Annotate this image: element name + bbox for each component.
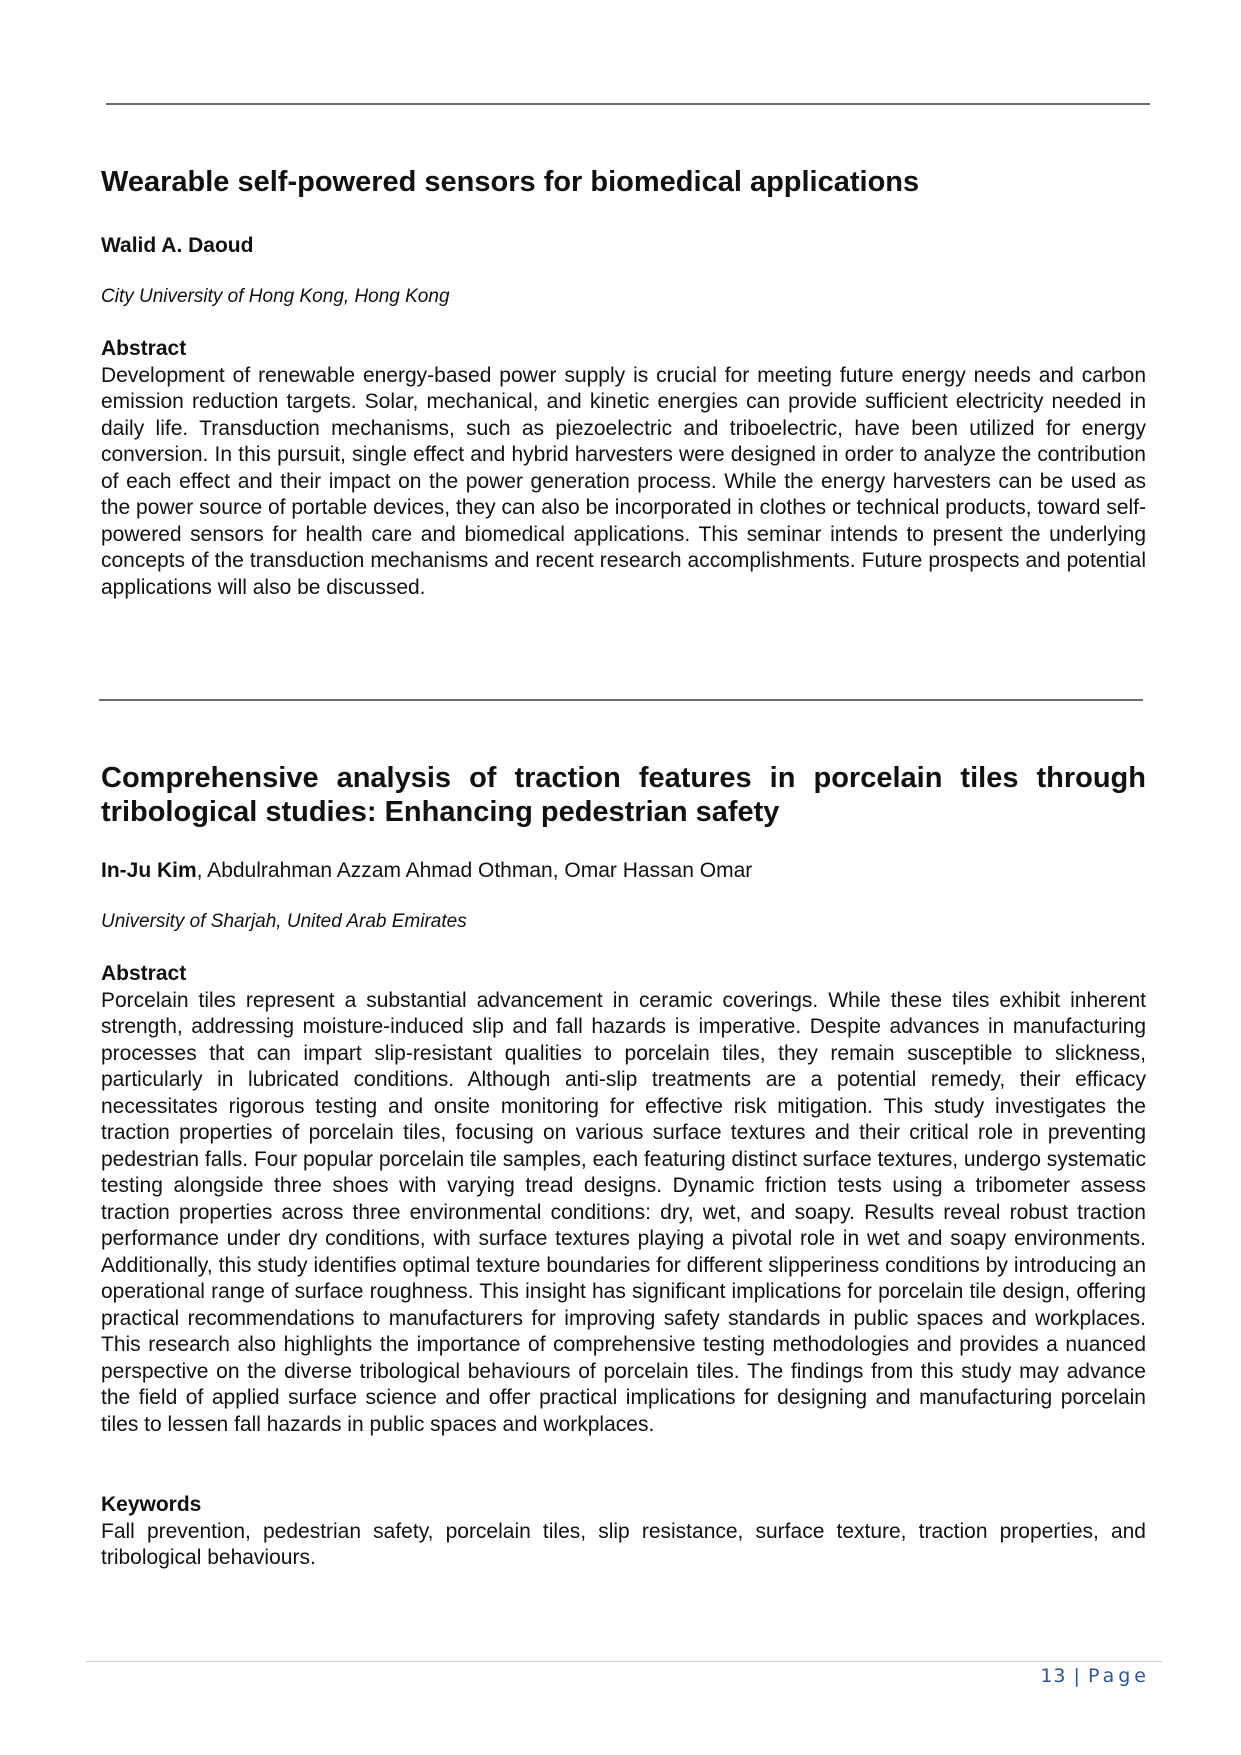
article-1-title: Wearable self-powered sensors for biomedical applications xyxy=(101,166,920,198)
page-number: 13 xyxy=(1040,1665,1067,1687)
article-1-lead-author: Walid A. Daoud xyxy=(101,234,254,257)
article-2-affiliation: University of Sharjah, United Arab Emirates xyxy=(101,911,467,932)
article-2-keywords-heading: Keywords xyxy=(101,1493,202,1516)
article-2 xyxy=(101,761,1146,829)
article-2-abstract-heading: Abstract xyxy=(101,962,187,985)
article-1-abstract-text: Development of renewable energy-based power supply is crucial for meeting future energy needs and carbon emission reduction targets. Solar, mechanical, and kinetic energies can provide sufficient electricity needed in daily life. Transduction mechanisms, such as piezoelectric and triboelectric, have been utilized for energy conversion. In this pursuit, single effect and hybrid harvesters were designed in order to analyze the contribution of each effect and their impact on the power generation process. While the energy harvesters can be used as the power source of portable devices, they can also be incorporated in clothes or technical products, toward self-powered sensors for health care and biomedical applications. This seminar intends to present the underlying concepts of the transduction mechanisms and recent research accomplishments. Future prospects and potential applications will also be discussed. xyxy=(101,363,1146,599)
article-1-abstract-section xyxy=(101,336,1146,601)
article-2-abstract-text: Porcelain tiles represent a substantial advancement in ceramic coverings. While these tiles exhibit inherent strength, addressing moisture-induced slip and fall hazards is imperative. Despite advances in manufacturing processes that can impart slip-resistant qualities to porcelain tiles, they remain susceptible to slickness, particularly in lubricated conditions. Although anti-slip treatments are a potential remedy, their efficacy necessitates rigorous testing and onsite monitoring for effective risk mitigation. This study investigates the traction properties of porcelain tiles, focusing on various surface textures and their critical role in preventing pedestrian falls. Four popular porcelain tile samples, each featuring distinct surface textures, undergo systematic testing alongside three shoes with varying tread designs. Dynamic friction tests using a tribometer assess traction properties across three environmental conditions: dry, wet, and soapy. Results reveal robust traction performance under dry conditions, with surface textures playing a pivotal role in wet and soapy environments. Additionally, this study identifies optimal texture boundaries for different slipperiness conditions by introducing an operational range of surface roughness. This insight has significant implications for porcelain tile design, offering practical recommendations to manufacturers for improving safety standards in public spaces and workplaces. This research also highlights the importance of comprehensive testing methodologies and provides a nuanced perspective on the diverse tribological behaviours of porcelain tiles. The findings from this study may advance the field of applied surface science and offer practical implications for designing and manufacturing porcelain tiles to lessen fall hazards in public spaces and workplaces. xyxy=(101,988,1146,1436)
article-2-abstract-section xyxy=(101,961,1146,1438)
top-divider xyxy=(106,103,1150,105)
article-2-keywords-text: Fall prevention, pedestrian safety, porcelain tiles, slip resistance, surface texture, traction properties, and tribological behaviours. xyxy=(101,1519,1146,1569)
article-1 xyxy=(101,165,1146,199)
page-label: Page xyxy=(1088,1665,1150,1687)
article-2-affiliation-block xyxy=(101,910,1146,934)
article-2-authors xyxy=(101,858,1146,884)
article-2-lead-author: In-Ju Kim xyxy=(101,859,197,882)
article-2-keywords-section xyxy=(101,1492,1146,1572)
article-2-authors-block xyxy=(101,858,1146,884)
article-2-other-authors: , Abdulrahman Azzam Ahmad Othman, Omar Hassan Omar xyxy=(196,859,753,882)
footer-divider xyxy=(86,1661,1162,1662)
footer-separator: | xyxy=(1073,1665,1081,1687)
article-1-author xyxy=(101,233,1146,259)
article-2-title: Comprehensive analysis of traction features in porcelain tiles through tribological studies: Enhancing pedestrian safety xyxy=(101,762,1146,828)
article-1-abstract-heading: Abstract xyxy=(101,337,187,360)
middle-divider xyxy=(99,699,1143,701)
article-1-authors-block xyxy=(101,233,1146,259)
page-footer xyxy=(1040,1665,1150,1687)
article-1-affiliation: City University of Hong Kong, Hong Kong xyxy=(101,286,450,307)
article-1-affiliation-block xyxy=(101,285,1146,309)
